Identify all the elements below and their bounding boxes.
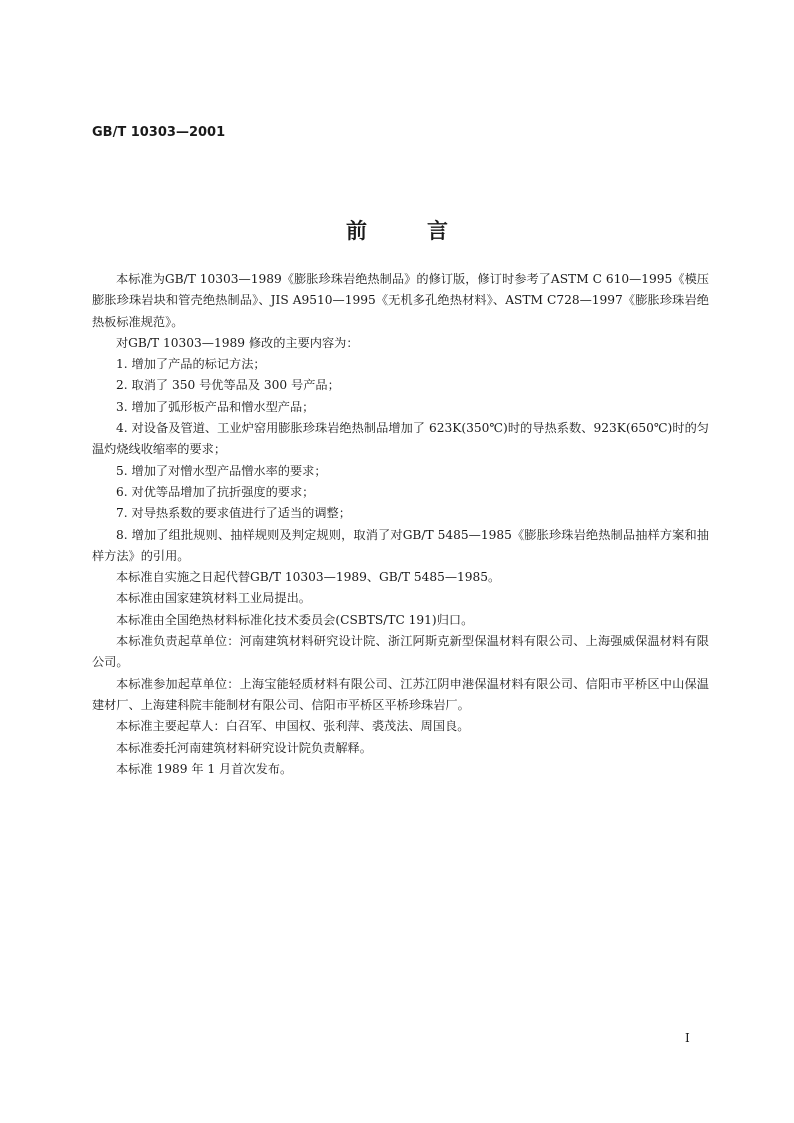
list-item: 7. 对导热系数的要求值进行了适当的调整；	[116, 506, 351, 521]
title-char-1: 前	[346, 219, 367, 243]
paragraph: 本标准 1989 年 1 月首次发布。	[116, 761, 293, 776]
paragraph: 本标准由全国绝热材料标准化技术委员会(CSBTS/TC 191)归口。	[116, 612, 474, 627]
paragraph: 本标准主要起草人：白召军、申国权、张利萍、裘茂法、周国良。	[116, 719, 470, 734]
paragraph: 本标准为GB/T 10303—1989《膨胀珍珠岩绝热制品》的修订版，修订时参考了ASTM C 610—1995《模压膨胀珍珠岩块和管壳绝热制品》、JIS A9510—1995《无机多孔绝热材料》、ASTM C728—1997《膨胀珍珠岩绝热板标准规范》。	[92, 272, 709, 329]
list-item: 3. 增加了弧形板产品和憎水型产品；	[116, 399, 315, 414]
paragraph: 本标准由国家建筑材料工业局提出。	[116, 591, 311, 606]
paragraph: 本标准自实施之日起代替GB/T 10303—1989、GB/T 5485—1985。	[116, 570, 501, 585]
paragraph: 本标准参加起草单位：上海宝能轻质材料有限公司、江苏江阴申港保温材料有限公司、信阳市平桥区中山保温建材厂、上海建科院丰能制材有限公司、信阳市平桥区平桥珍珠岩厂。	[92, 676, 709, 712]
title-char-2: 言	[427, 219, 448, 243]
list-item: 4. 对设备及管道、工业炉窑用膨胀珍珠岩绝热制品增加了 623K(350℃)时的导热系数、923K(650℃)时的匀温灼烧线收缩率的要求；	[92, 421, 709, 457]
list-item: 8. 增加了组批规则、抽样规则及判定规则，取消了对GB/T 5485—1985《膨胀珍珠岩绝热制品抽样方案和抽样方法》的引用。	[92, 527, 709, 563]
standard-code: GB/T 10303—2001	[92, 125, 226, 140]
list-item: 6. 对优等品增加了抗折强度的要求；	[116, 484, 315, 499]
paragraph: 本标准委托河南建筑材料研究设计院负责解释。	[116, 740, 372, 755]
foreword-body	[92, 269, 709, 780]
list-item: 2. 取消了 350 号优等品及 300 号产品；	[116, 378, 340, 393]
paragraph: 对GB/T 10303—1989 修改的主要内容为：	[116, 335, 359, 350]
list-item: 5. 增加了对憎水型产品憎水率的要求；	[116, 463, 327, 478]
list-item: 1. 增加了产品的标记方法；	[116, 357, 266, 372]
page-title	[0, 215, 794, 245]
page-number: I	[685, 1031, 690, 1045]
paragraph: 本标准负责起草单位：河南建筑材料研究设计院、浙江阿斯克新型保温材料有限公司、上海强威保温材料有限公司。	[92, 634, 709, 670]
